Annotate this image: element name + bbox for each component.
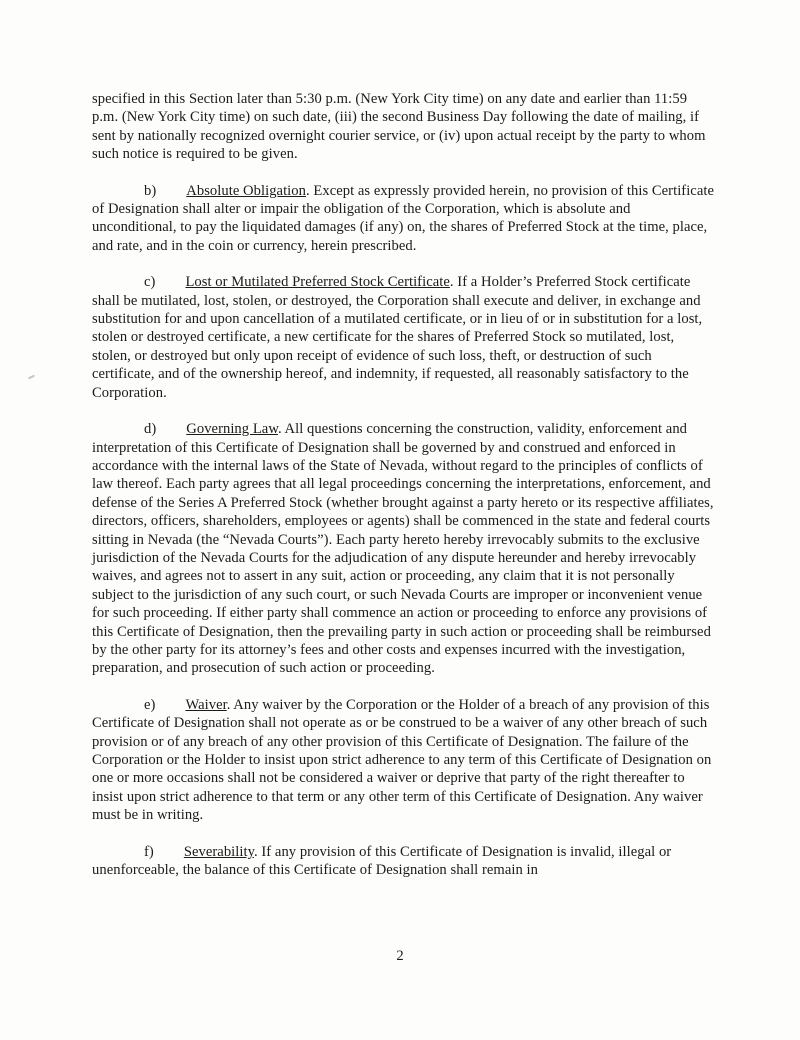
section-label: c) (144, 274, 156, 291)
section-governing-law (92, 420, 716, 678)
section-heading: Severability (183, 843, 254, 860)
paragraph-intro: specified in this Section later than 5:30 p.m. (New York City time) on any date and earlier than 11:59 p.m. (New York City time) on such date, (iii) the second Business Day following the date of mailing, if sent by nationally recognized overnight courier service, or (iv) upon actual receipt by the party to whom such notice is required to be given. (92, 91, 706, 163)
page-number: 2 (396, 948, 404, 964)
section-body: . If any provision of this Certificate of Designation is invalid, illegal or unenforceable, the balance of this Certificate of Designation shall remain in (92, 843, 672, 879)
section-heading: Lost or Mutilated Preferred Stock Certificate (185, 274, 450, 291)
section-label: e) (144, 696, 156, 713)
section-heading: Absolute Obligation (186, 182, 306, 199)
section-heading: Waiver (185, 696, 227, 713)
section-waiver (92, 696, 716, 825)
section-body: . If a Holder’s Preferred Stock certificate shall be mutilated, lost, stolen, or destroyed, the Corporation shall execute and deliver, in exchange and substitution for and upon cancellation of a mutilated certificate, or in lieu of or in substitution for a lost, stolen or destroyed certificate, a new certificate for the shares of Preferred Stock so mutilated, lost, stolen, or destroyed but only upon receipt of evidence of such loss, theft, or destruction of such certificate, and of the ownership hereof, and indemnity, if requested, all reasonably satisfactory to the Corporation. (92, 274, 703, 401)
document-text-block (92, 90, 716, 879)
section-heading: Governing Law (186, 421, 278, 438)
section-label: f) (144, 843, 154, 860)
section-severability (92, 843, 716, 880)
section-body: . All questions concerning the construction, validity, enforcement and interpretation of this Certificate of Designation shall be governed by and construed and enforced in accordance with the internal laws of the State of Nevada, without regard to the principles of conflicts of law thereof. Each party agrees that all legal proceedings concerning the interpretations, enforcement, and defense of the Series A Preferred Stock (whether brought against a party hereto or its respective affiliates, directors, officers, shareholders, employees or agents) shall be commenced in the state and federal courts sitting in Nevada (the “Nevada Courts”). Each party hereto hereby irrevocably submits to the exclusive jurisdiction of the Nevada Courts for the adjudication of any dispute hereunder and hereby irrevocably waives, and agrees not to assert in any suit, action or proceeding, any claim that it is not personally subject to the jurisdiction of any such court, or such Nevada Courts are improper or inconvenient venue for such proceeding. If either party shall commence an action or proceeding to enforce any provisions of this Certificate of Designation, then the prevailing party in such action or proceeding shall be reimbursed by the other party for its attorney’s fees and other costs and expenses incurred with the investigation, preparation, and prosecution of such action or proceeding. (92, 421, 714, 677)
section-body: . Except as expressly provided herein, no provision of this Certificate of Designation shall alter or impair the obligation of the Corporation, which is absolute and unconditional, to pay the liquidated damages (if any) on, the shares of Preferred Stock at the time, place, and rate, and in the coin or currency, herein prescribed. (92, 182, 714, 254)
scan-artifact (28, 375, 35, 380)
section-absolute-obligation (92, 182, 716, 256)
section-body: . Any waiver by the Corporation or the Holder of a breach of any provision of this Certificate of Designation shall not operate as or be construed to be a waiver of any other breach of such provision or of any breach of any other provision of this Certificate of Designation. The failure of the Corporation or the Holder to insist upon strict adherence to any term of this Certificate of Designation on one or more occasions shall not be considered a waiver or deprive that party of the right thereafter to insist upon strict adherence to that term or any other term of this Certificate of Designation. Any waiver must be in writing. (92, 696, 712, 824)
section-lost-or-mutilated-certificate (92, 273, 716, 402)
section-label: d) (144, 421, 157, 438)
section-label: b) (144, 182, 157, 199)
